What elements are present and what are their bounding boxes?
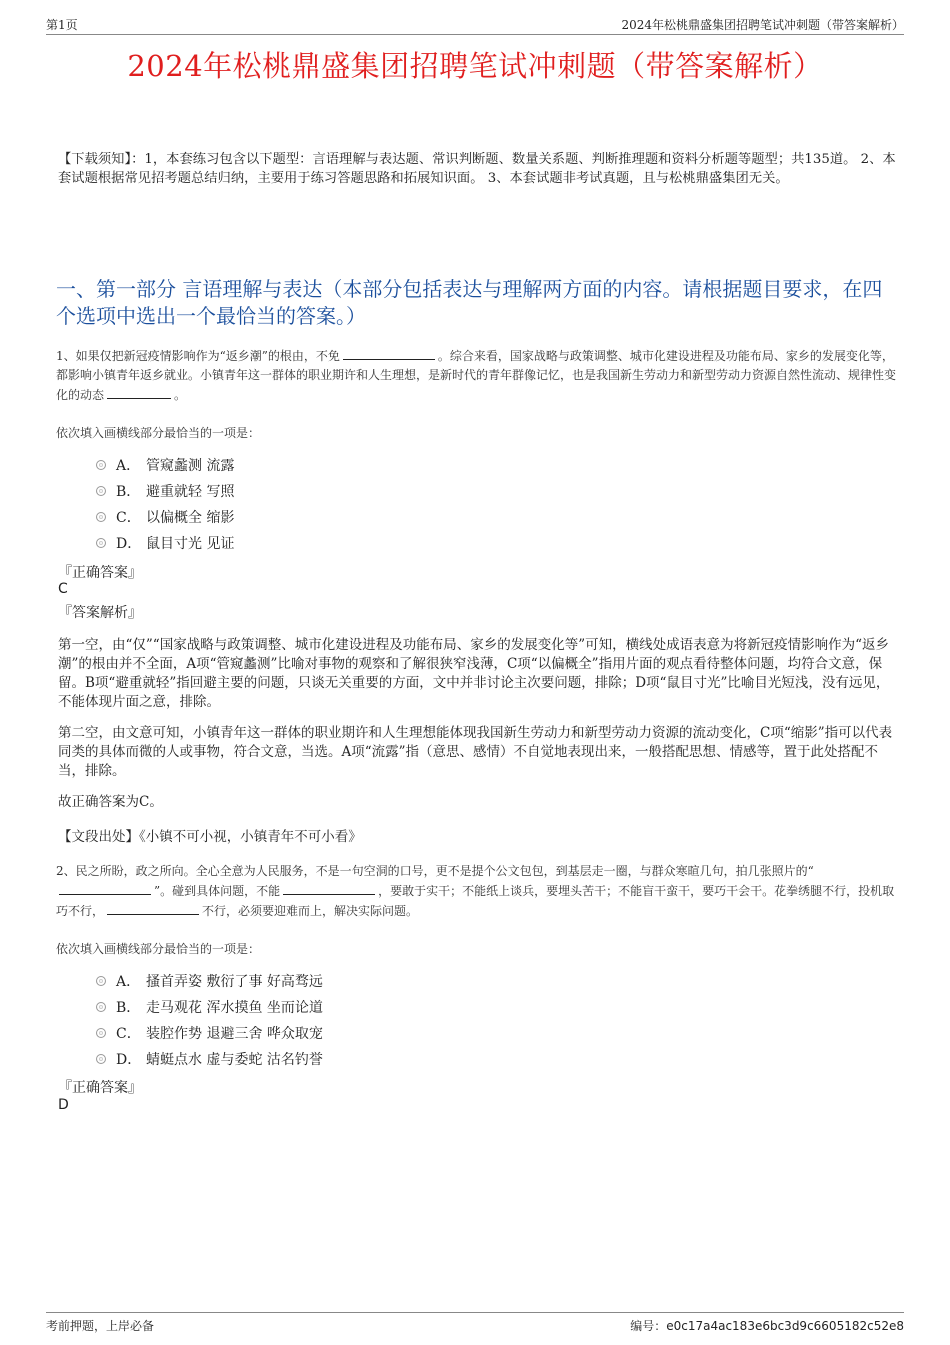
radio-icon[interactable]	[96, 976, 106, 986]
section-heading: 一、第一部分 言语理解与表达（本部分包括表达与理解两方面的内容。请根据题目要求，在四个选项中选出一个最恰当的答案。）	[56, 277, 883, 328]
radio-icon[interactable]	[96, 1028, 106, 1038]
question-2-text	[56, 862, 898, 921]
q1-analysis-label: 『答案解析』	[58, 605, 142, 621]
radio-icon[interactable]	[96, 1002, 106, 1012]
q1-analysis-1: 第一空，由“仅”“国家战略与政策调整、城市化建设进程及功能布局、家乡的发展变化等”可知，横线处成语表意为将新冠疫情影响作为“返乡潮”的根由并不全面，A项“管窥蠡测”比喻对事物的观察和了解很狭窄浅薄，C项“以偏概全”指用片面的观点看待整体问题，均符合文意，保留。B项“避重就轻”指回避主要的问题，只谈无关重要的方面，文中并非讨论主次要问题，排除；D项“鼠目寸光”比喻目光短浅，没有远见，不能体现片面之意，排除。	[58, 637, 890, 710]
q1-text-b: 。综合来看，国家战略与政策调整、城市化建设进程及功能布局、家乡的发展变化等，都影响小镇青年返乡就业。小镇青年这一群体的职业期许和人生理想，是新时代的青年群像记忆，也是我国新生劳动力和新型劳动力资源自然性流动、规律性变化的动态	[56, 349, 897, 402]
footer-slogan: 考前押题，上岸必备	[46, 1319, 155, 1333]
blank-line	[343, 346, 435, 360]
q2-option-a[interactable]: A． 搔首弄姿 敷衍了事 好高骛远	[96, 968, 323, 994]
blank-line	[283, 881, 375, 895]
blank-line	[107, 385, 171, 399]
q1-options	[96, 452, 234, 556]
q1-source: 【文段出处】《小镇不可小视，小镇青年不可小看》	[58, 829, 362, 845]
q1-option-d[interactable]: D． 鼠目寸光 见证	[96, 530, 234, 556]
blank-line	[59, 881, 151, 895]
radio-icon[interactable]	[96, 512, 106, 522]
radio-icon[interactable]	[96, 538, 106, 548]
q1-answer-label: 『正确答案』	[58, 565, 142, 581]
q1-option-b[interactable]: B． 避重就轻 写照	[96, 478, 234, 504]
q1-analysis-2: 第二空，由文意可知，小镇青年这一群体的职业期许和人生理想能体现我国新生劳动力和新型劳动力资源的流动变化，C项“缩影”指可以代表同类的具体而微的人或事物，符合文意，当选。A项“流露”指（意思、感情）不自觉地表现出来，一般搭配思想、情感等，置于此处搭配不当，排除。	[58, 725, 893, 779]
page-number: 第1页	[46, 18, 78, 32]
q2-option-d[interactable]: D． 蜻蜓点水 虚与委蛇 沽名钓誉	[96, 1046, 323, 1072]
q2-text-b: ”。碰到具体问题，不能	[154, 884, 281, 898]
q1-prompt: 依次填入画横线部分最恰当的一项是：	[56, 426, 261, 440]
download-notice: 【下载须知】：1，本套练习包含以下题型：言语理解与表达题、常识判断题、数量关系题、判断推理题和资料分析题等题型；共135道。 2、本套试题根据常见招考题总结归纳，主要用于练习答题思路和拓展知识面。 3、本套试题非考试真题，且与松桃鼎盛集团无关。	[58, 152, 896, 186]
page-header	[46, 14, 904, 35]
q2-answer-label: 『正确答案』	[58, 1080, 142, 1096]
q2-option-c[interactable]: C． 装腔作势 退避三舍 哗众取宠	[96, 1020, 323, 1046]
q1-option-a[interactable]: A． 管窥蠡测 流露	[96, 452, 234, 478]
q2-text-c: ，要敢于实干；不能纸上谈兵，要埋头苦干；不能盲干蛮干，要巧干会干。花拳绣腿不行，投机取巧不行，	[56, 884, 895, 918]
page-footer	[46, 1312, 904, 1333]
radio-icon[interactable]	[96, 486, 106, 496]
q1-option-c[interactable]: C． 以偏概全 缩影	[96, 504, 234, 530]
q2-text-d: 不行，必须要迎难而上，解决实际问题。	[202, 904, 419, 918]
footer-id: 编号：e0c17a4ac183e6bc3d9c6605182c52e8	[630, 1319, 904, 1333]
q2-options	[96, 968, 323, 1072]
document-title: 2024年松桃鼎盛集团招聘笔试冲刺题（带答案解析）	[127, 49, 823, 83]
header-doc-title: 2024年松桃鼎盛集团招聘笔试冲刺题（带答案解析）	[621, 18, 904, 32]
q2-option-b[interactable]: B． 走马观花 浑水摸鱼 坐而论道	[96, 994, 323, 1020]
q2-text-a: 2、民之所盼，政之所向。全心全意为人民服务，不是一句空洞的口号，更不是提个公文包包，到基层走一圈，与群众寒暄几句，拍几张照片的“	[56, 864, 814, 878]
q1-text-c: 。	[174, 388, 187, 402]
question-1-text	[56, 346, 898, 405]
q2-answer: D	[58, 1097, 69, 1113]
q1-conclusion: 故正确答案为C。	[58, 794, 163, 810]
q1-answer: C	[58, 581, 68, 597]
q1-text-a: 1、如果仅把新冠疫情影响作为“返乡潮”的根由，不免	[56, 349, 340, 363]
blank-line	[107, 901, 199, 915]
q2-prompt: 依次填入画横线部分最恰当的一项是：	[56, 942, 261, 956]
radio-icon[interactable]	[96, 460, 106, 470]
radio-icon[interactable]	[96, 1054, 106, 1064]
